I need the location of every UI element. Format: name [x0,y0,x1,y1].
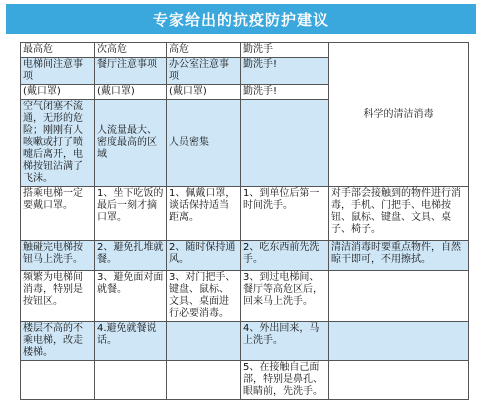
side-cell-empty [329,361,469,400]
table-cell: 2、随时保持通风。 [167,241,241,271]
table-cell: 3、对门把手、键盘、鼠标、文具、桌面进行必要消毒。 [167,271,241,322]
table-cell: 搭乘电梯一定要戴口罩。 [21,187,95,241]
table-cell: 人员密集 [167,100,241,187]
table-cell [21,361,95,400]
header-cell: 次高危 [95,43,167,58]
table-cell: 空气闭塞不流通，无形的危险；刚刚有人咳嗽或打了喷嚏后离开，电梯按钮沾满了飞沫。 [21,100,95,187]
table-cell: 频繁为电梯间消毒，特别是按钮区。 [21,271,95,322]
advice-table [20,42,469,400]
header-cell: 高危 [167,43,241,58]
side-cell-clean: 清洁消毒时要重点物件，自然晾干即可，不用擦拭。 [329,241,469,271]
table-cell: 勤洗手! [241,58,329,85]
table-cell: 勤洗手! [241,85,329,100]
table-cell: (戴口罩) [95,85,167,100]
header-row [21,43,469,58]
table-cell: 3、到过电梯间、餐厅等高危区后，回来马上洗手。 [241,271,329,322]
table-cell: 餐厅注意事项 [95,58,167,85]
table-cell: 1、佩戴口罩，谈话保持适当距离。 [167,187,241,241]
table-cell: 4.避免就餐说话。 [95,322,167,361]
table-cell: 5、在接触自己面部，特别是鼻孔、眼睛前，先洗手。 [241,361,329,400]
sci-title: 科学的清洁消毒 [363,108,434,120]
table-cell [95,361,167,400]
table-cell: 2、吃东西前先洗手。 [241,241,329,271]
table-cell: (戴口罩) [167,85,241,100]
page-title: 专家给出的抗疫防护建议 [6,4,476,34]
table-row [21,187,469,241]
table-row [21,241,469,271]
header-cell: 勤洗手 [241,43,329,58]
table-cell [167,322,241,361]
side-cell-sci-title [329,43,469,187]
side-cell-empty [329,322,469,361]
table-cell: (戴口罩) [21,85,95,100]
table-cell: 1、坐下吃饭的最后一刻才摘口罩。 [95,187,167,241]
table-cell: 触碰完电梯按钮马上洗手。 [21,241,95,271]
table-row [21,322,469,361]
table-cell [241,100,329,187]
table-cell: 楼层不高的不乘电梯，改走楼梯。 [21,322,95,361]
table-row [21,361,469,400]
table-cell: 3、避免面对面就餐。 [95,271,167,322]
side-cell-empty [329,271,469,322]
table-cell: 2、避免扎堆就餐。 [95,241,167,271]
table-cell: 办公室注意事项 [167,58,241,85]
table-cell [167,361,241,400]
table-cell: 4、外出回来，马上洗手。 [241,322,329,361]
side-cell-disinfect: 对手部会接触到的物件进行消毒，手机、门把手、电梯按钮、鼠标、键盘、文具、桌子、椅子。 [329,187,469,241]
header-cell: 最高危 [21,43,95,58]
table-cell: 1、到单位后第一时间洗手。 [241,187,329,241]
table-cell: 电梯间注意事项 [21,58,95,85]
table-row [21,271,469,322]
table-cell: 人流量最大、密度最高的区域 [95,100,167,187]
